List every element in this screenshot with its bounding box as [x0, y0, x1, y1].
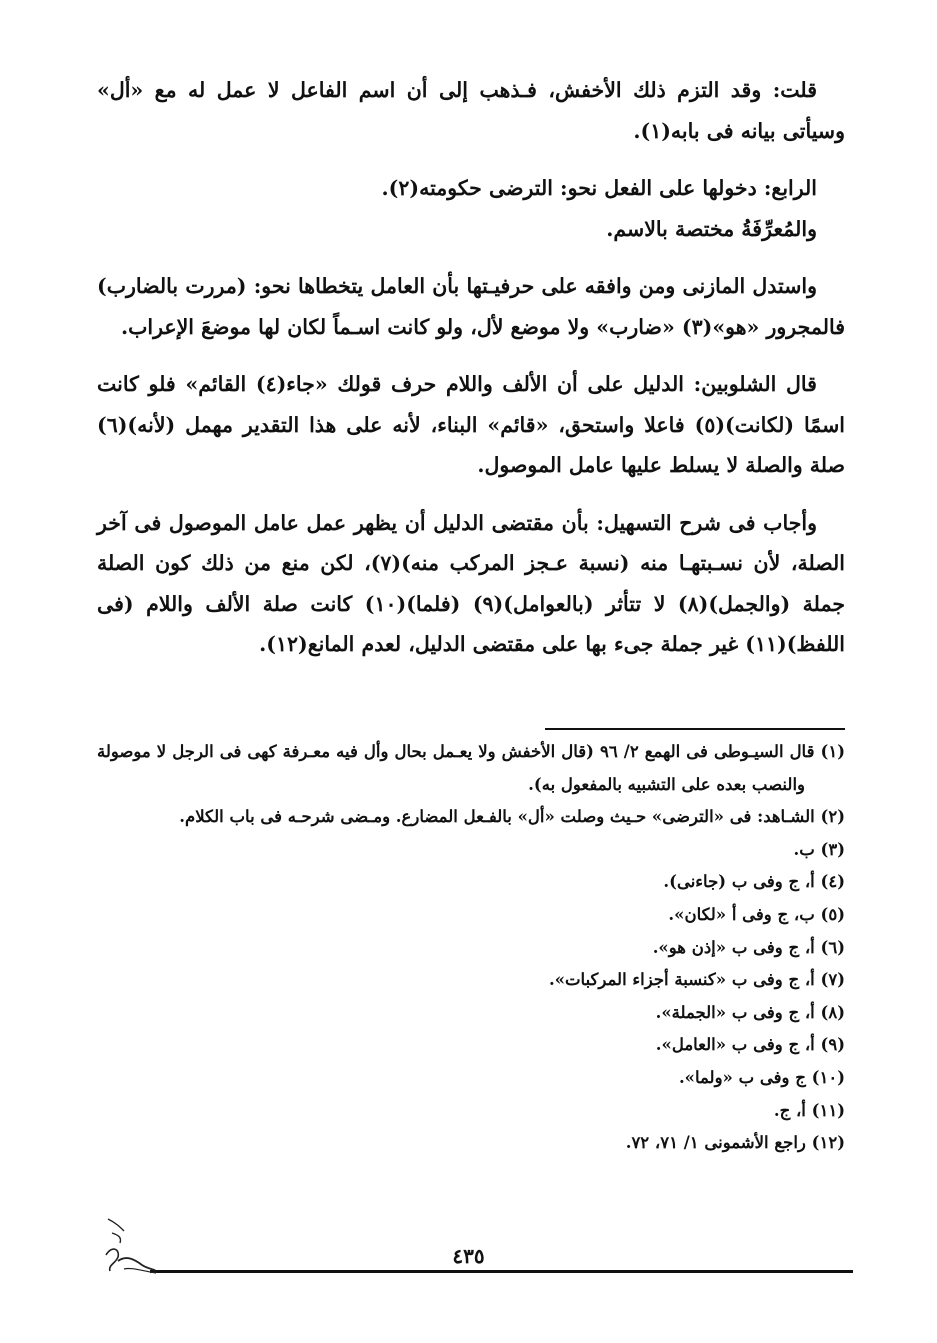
footnote-9: (٩) أ، ج وفى ب «العامل». — [655, 1035, 845, 1055]
footnote-8: (٨) أ، ج وفى ب «الجملة». — [655, 1002, 845, 1022]
paragraph-4: واستدل المازنى ومن وافقه على حرفيـتها بأن العامل يتخطاها نحو: (مررت بالضارب) فالمجرور «هو»(٣) «ضارب» ولا موضع لأل، ولو كانت اسـماً لكان لها موضعَ الإعراب. — [97, 274, 845, 339]
page-number: ٤٣٥ — [452, 1244, 485, 1268]
paragraph-2: الرابع: دخولها على الفعل نحو: الترضى حكومته(٢). — [381, 176, 817, 200]
paragraph-6: وأجاب فى شرح التسهيل: بأن مقتضى الدليل أن يظهر عمل عامل الموصول فى آخر الصلة، لأن نسـبتهـا منه (نسبة عـجز المركب منه)(٧)، لكن منع من ذلك كون الصلة جملة (والجمل)(٨) لا تتأثر (بالعوامل)(٩) (فلما)(١٠) كانت صلة الألف واللام (فى اللفظ)(١١) غير جملة جىء بها على مقتضى الدليل، لعدم المانع(١٢). — [97, 510, 845, 656]
footnote-4: (٤) أ، ج وفى ب (جاءنى). — [663, 872, 845, 892]
footnote-3: (٣) ب. — [793, 839, 845, 859]
footnote-12: (١٢) راجع الأشمونى ١/ ٧١، ٧٢. — [625, 1133, 845, 1153]
footnote-10: (١٠) ج وفى ب «ولما». — [678, 1067, 845, 1087]
footnote-6: (٦) أ، ج وفى ب «إذن هو». — [652, 937, 845, 957]
footnote-divider — [545, 728, 845, 730]
footnote-11: (١١) أ، ج. — [773, 1100, 845, 1120]
footnote-1: (١) قال السيـوطى فى الهمع ٢/ ٩٦ (قال الأخفش ولا يعـمل بحال وأل فيه معـرفة كهى فى الرجل لا موصولة والنصب بعده على التشبيه بالمفعول به). — [97, 742, 845, 794]
paragraph-3: والمُعرِّفَةُ مختصة بالاسم. — [606, 216, 817, 241]
paragraph-1: قلت: وقد التزم ذلك الأخفش، فـذهب إلى أن اسم الفاعل لا عمل له مع «أل» وسيأتى بيانه فى بابه(١). — [97, 78, 845, 143]
main-text — [97, 70, 845, 682]
footnote-5: (٥) ب، ج وفى أ «لكان». — [668, 904, 845, 924]
footnote-7: (٧) أ، ج وفى ب «كنسبة أجزاء المركبات». — [548, 970, 845, 990]
footnote-2: (٢) الشـاهد: فى «الترضى» حـيث وصلت «أل» بالفـعل المضارع. ومـضى شرحـه فى باب الكلام. — [179, 807, 845, 827]
bottom-rule — [150, 1270, 853, 1273]
paragraph-5: قال الشلوبين: الدليل على أن الألف واللام حرف قولك «جاء(٤) القائم» فلو كانت اسمًا (لكانت)(٥) فاعلا واستحق، «قائم» البناء، لأنه على هذا التقدير مهمل (لأنه)(٦) صلة والصلة لا يسلط عليها عامل الموصول. — [97, 372, 845, 477]
footnotes-list — [97, 736, 845, 1160]
scribble-icon — [98, 1215, 158, 1277]
